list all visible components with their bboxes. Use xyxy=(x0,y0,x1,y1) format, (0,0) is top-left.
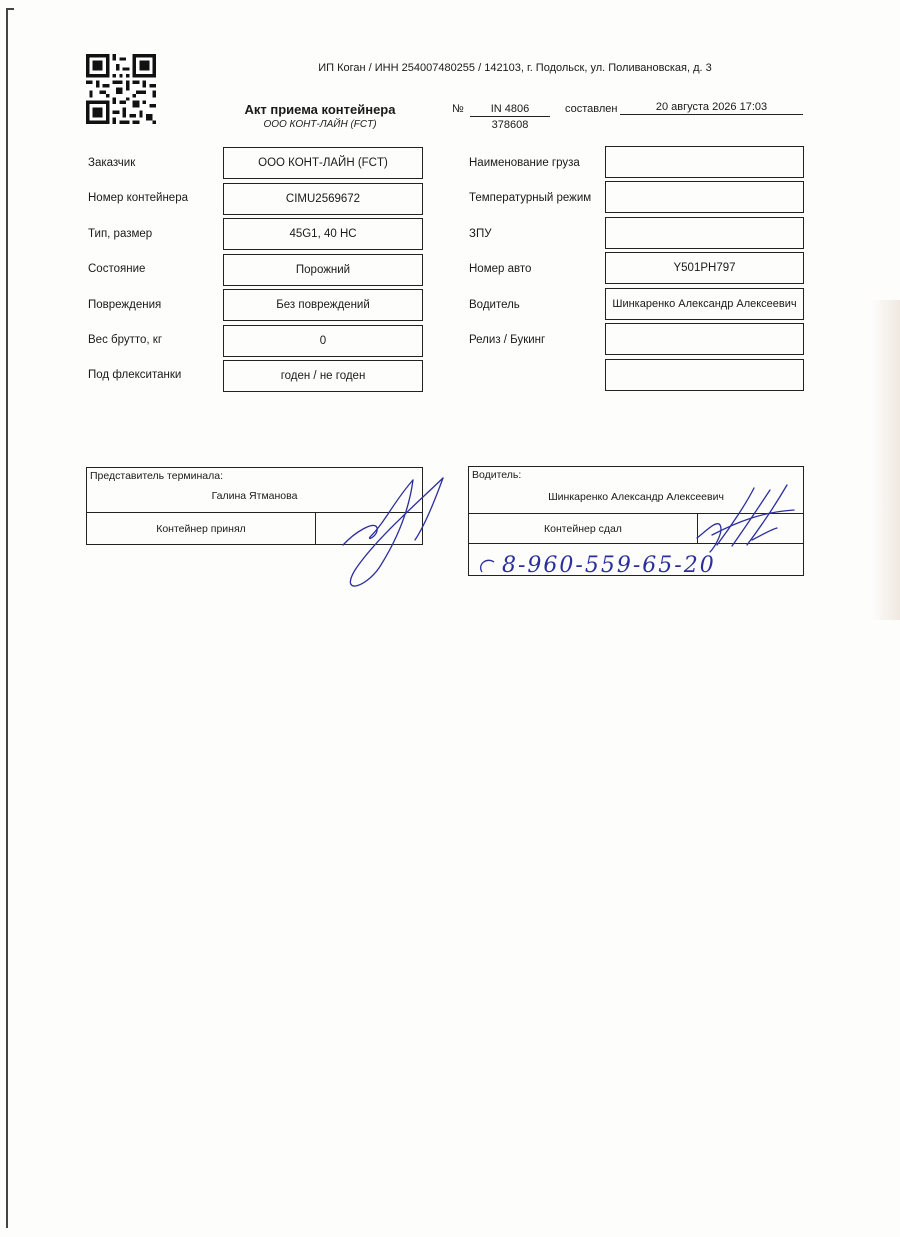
release-booking-field xyxy=(605,323,804,355)
driver-field: Шинкаренко Александр Алексеевич xyxy=(605,288,804,320)
composed-label: составлен xyxy=(565,103,618,115)
release-booking-label: Релиз / Букинг xyxy=(469,334,546,346)
cargo-name-label: Наименование груза xyxy=(469,157,580,169)
gross-weight-label: Вес брутто, кг xyxy=(88,334,163,346)
temperature-field xyxy=(605,181,804,213)
terminal-rep-name: Галина Ятманова xyxy=(211,490,298,502)
paper-stain xyxy=(872,300,900,620)
terminal-handwritten-signature xyxy=(335,470,465,595)
driver-handwritten-phone xyxy=(472,542,802,582)
document-subtitle: ООО КОНТ-ЛАЙН (FCT) xyxy=(263,119,377,130)
number-underline xyxy=(470,116,550,117)
container-accepted-label: Контейнер принял xyxy=(87,513,316,545)
container-number-field: CIMU2569672 xyxy=(223,183,423,215)
document-title: Акт приема контейнера xyxy=(244,102,396,117)
temperature-label: Температурный режим xyxy=(469,192,592,204)
customer-label: Заказчик xyxy=(88,157,136,169)
damage-field: Без повреждений xyxy=(223,289,423,321)
terminal-rep-label: Представитель терминала: xyxy=(90,470,224,482)
number-sign: № xyxy=(452,103,464,115)
flexitank-label: Под флекситанки xyxy=(88,369,182,381)
gross-weight-field: 0 xyxy=(223,325,423,357)
organization-line: ИП Коган / ИНН 254007480255 / 142103, г. Подольск, ул. Поливановская, д. 3 xyxy=(318,62,712,74)
scan-edge-line xyxy=(6,8,8,1228)
driver-rep-label: Водитель: xyxy=(472,469,522,481)
type-size-label: Тип, размер xyxy=(88,228,153,240)
vehicle-number-label: Номер авто xyxy=(469,263,532,275)
flexitank-field: годен / не годен xyxy=(223,360,423,392)
seal-label: ЗПУ xyxy=(469,228,492,240)
vehicle-number-field: Y501PH797 xyxy=(605,252,804,284)
container-number-label: Номер контейнера xyxy=(88,192,188,204)
document-number: IN 4806 xyxy=(490,103,530,115)
container-handed-label: Контейнер сдал xyxy=(469,514,698,544)
scan-edge-tick xyxy=(6,8,14,10)
extra-field xyxy=(605,359,804,391)
composed-date: 20 августа 2026 17:03 xyxy=(620,101,803,115)
cargo-name-field xyxy=(605,146,804,178)
condition-label: Состояние xyxy=(88,263,146,275)
phone-text: 8-960-559-65-20 xyxy=(502,553,716,578)
driver-rep-name: Шинкаренко Александр Алексеевич xyxy=(548,491,724,503)
type-size-field: 45G1, 40 HC xyxy=(223,218,423,250)
seal-field xyxy=(605,217,804,249)
customer-field: ООО КОНТ-ЛАЙН (FCT) xyxy=(223,147,423,179)
driver-label: Водитель xyxy=(469,299,520,311)
damage-label: Повреждения xyxy=(88,299,162,311)
condition-field: Порожний xyxy=(223,254,423,286)
document-subnumber: 378608 xyxy=(491,119,529,131)
